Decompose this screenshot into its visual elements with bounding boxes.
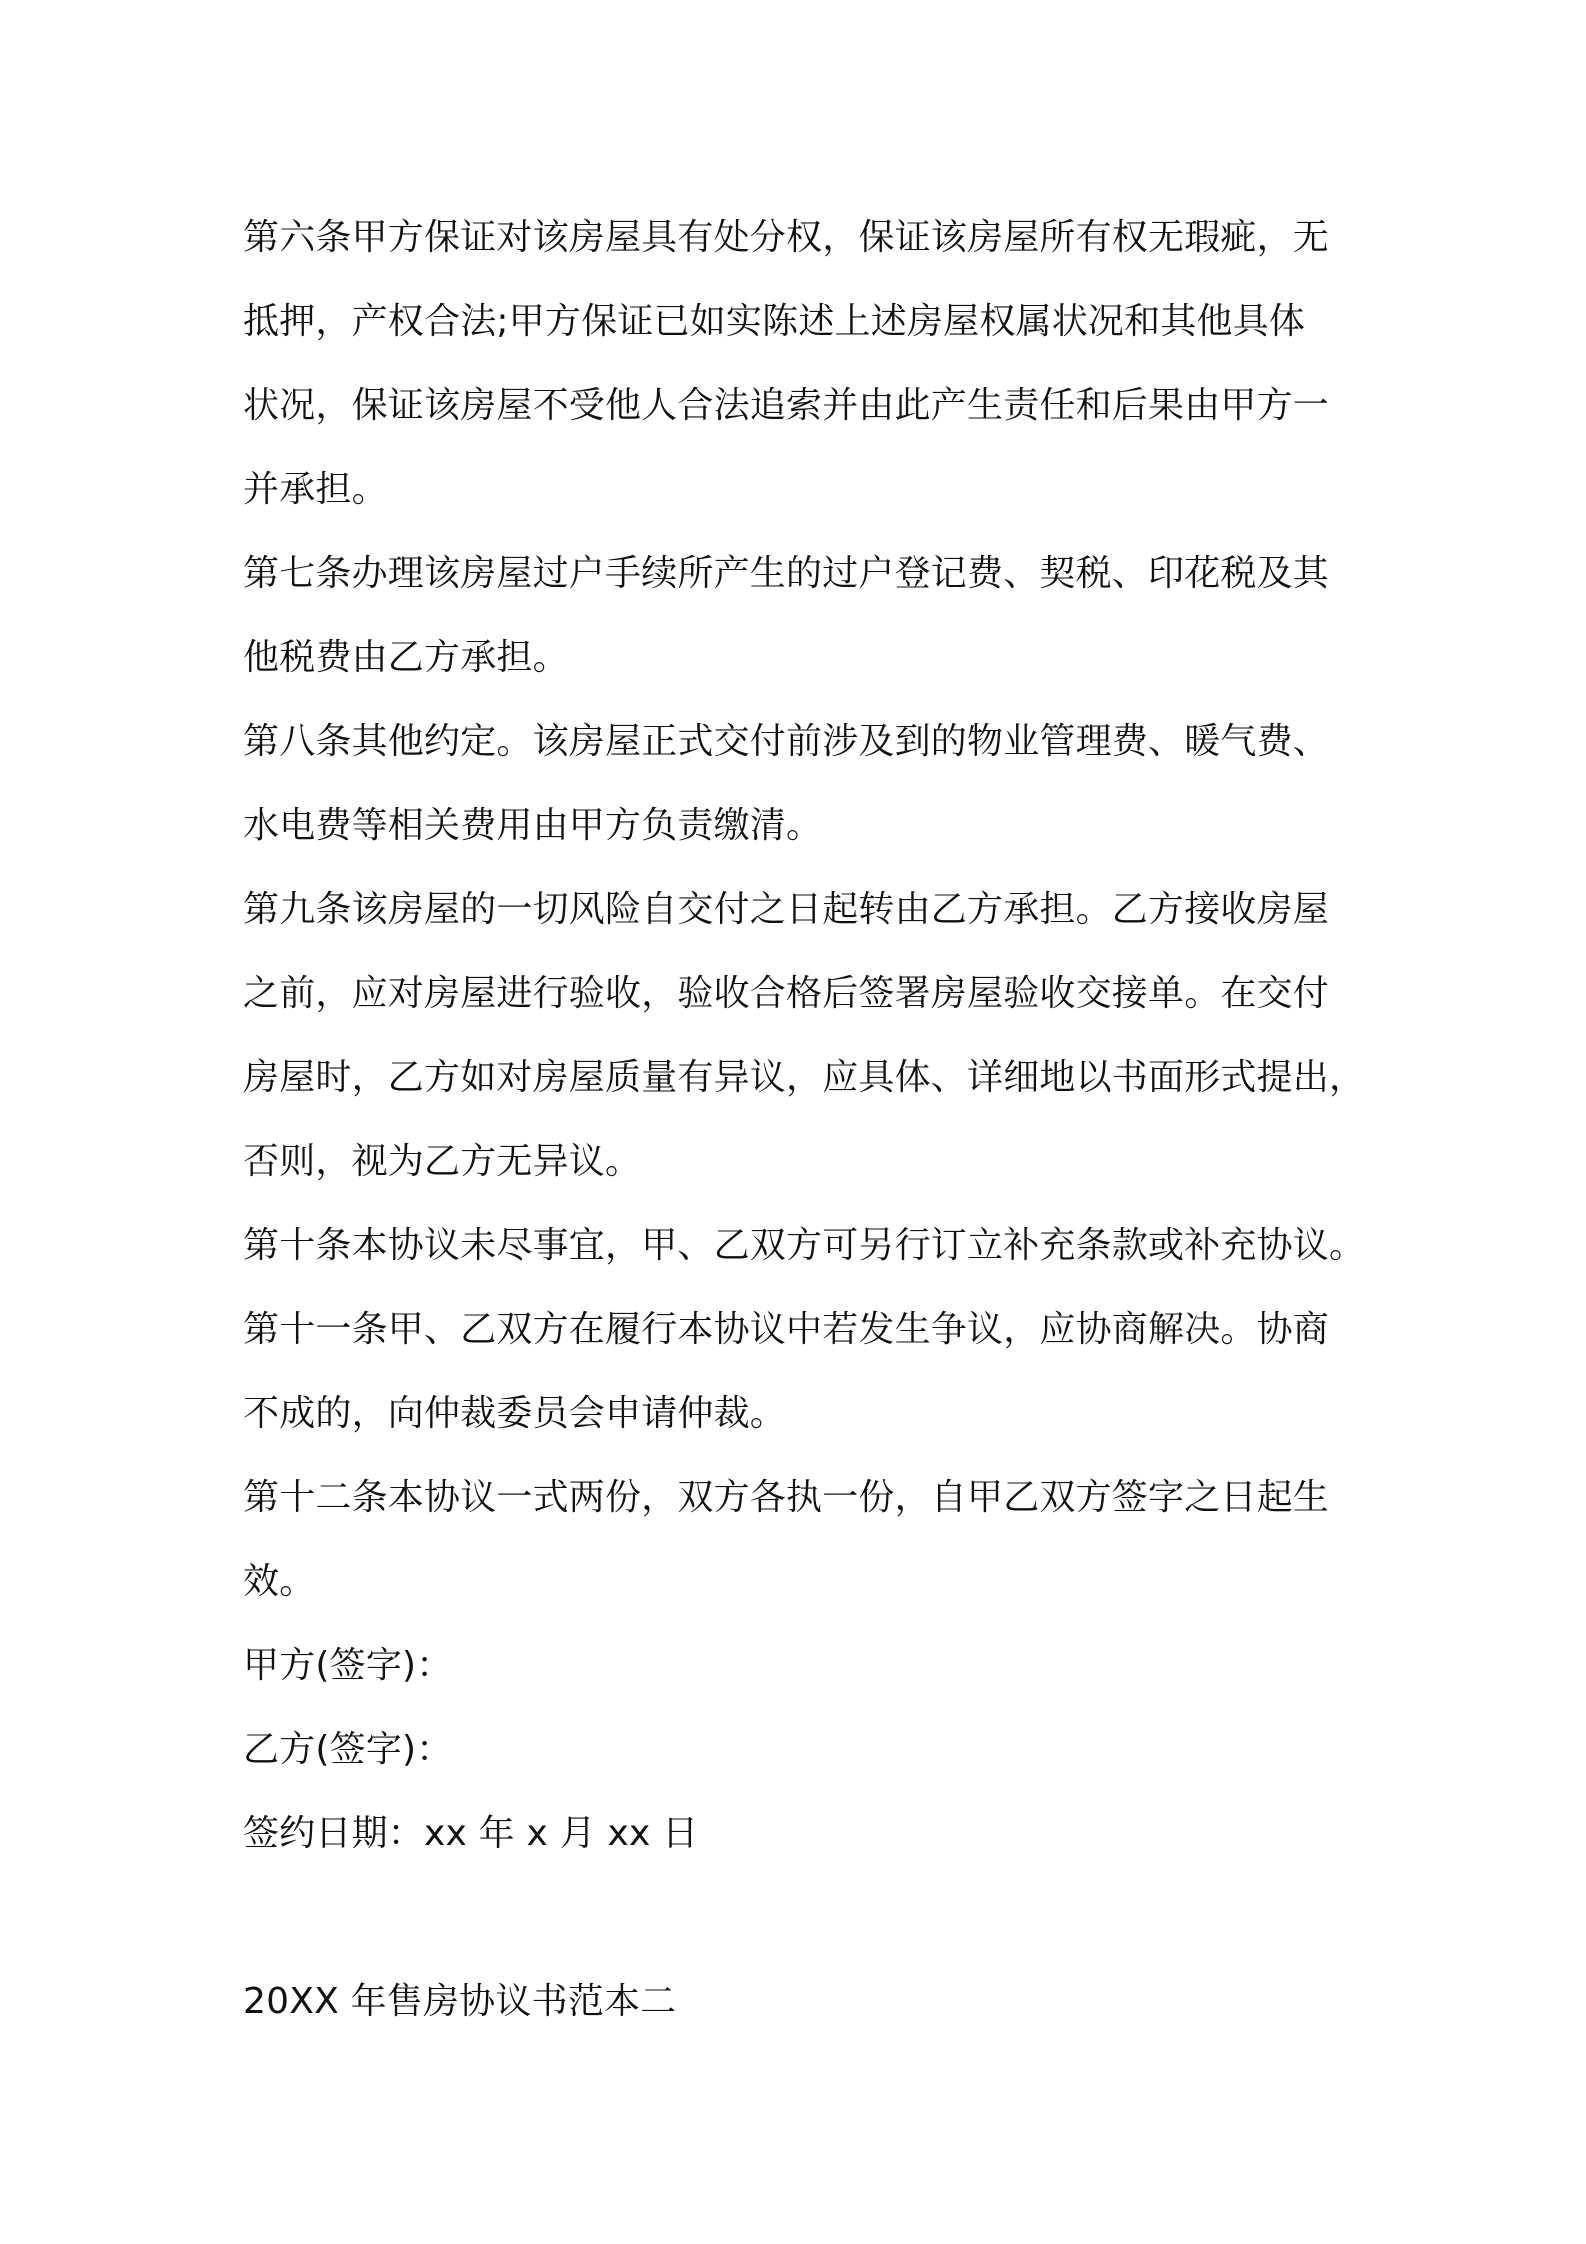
clause-9-line-3: 房屋时，乙方如对房屋质量有异议，应具体、详细地以书面形式提出， xyxy=(243,1057,1366,1098)
blank-spacer xyxy=(243,1876,1361,1960)
clause-12-line-1: 第十二条本协议一式两份，双方各执一份，自甲乙双方签字之日起生 xyxy=(243,1477,1330,1518)
clause-12-line-2: 效。 xyxy=(243,1561,316,1602)
clause-7-line-1: 第七条办理该房屋过户手续所产生的过户登记费、契税、印花税及其 xyxy=(243,553,1330,594)
clause-7-line-2: 他税费由乙方承担。 xyxy=(243,637,569,678)
clause-9-line-4: 否则，视为乙方无异议。 xyxy=(243,1141,642,1182)
clause-8-line-1: 第八条其他约定。该房屋正式交付前涉及到的物业管理费、暖气费、 xyxy=(243,721,1330,762)
section-title: 20XX 年售房协议书范本二 xyxy=(243,1981,677,2022)
clause-11-line-1: 第十一条甲、乙双方在履行本协议中若发生争议，应协商解决。协商 xyxy=(243,1309,1330,1350)
signing-date: 签约日期：xx 年 x 月 xx 日 xyxy=(243,1813,699,1854)
clause-10-line-1: 第十条本协议未尽事宜，甲、乙双方可另行订立补充条款或补充协议。 xyxy=(243,1225,1366,1266)
document-body xyxy=(243,196,1366,2044)
party-a-signature: 甲方(签字)： xyxy=(243,1645,453,1686)
clause-6-line-2: 抵押，产权合法;甲方保证已如实陈述上述房屋权属状况和其他具体 xyxy=(243,301,1306,342)
clause-6-line-1: 第六条甲方保证对该房屋具有处分权，保证该房屋所有权无瑕疵，无 xyxy=(243,217,1330,258)
clause-6-line-3: 状况，保证该房屋不受他人合法追索并由此产生责任和后果由甲方一 xyxy=(243,385,1330,426)
clause-6-line-4: 并承担。 xyxy=(243,469,388,510)
clause-9-line-1: 第九条该房屋的一切风险自交付之日起转由乙方承担。乙方接收房屋 xyxy=(243,889,1330,930)
clause-9-line-2: 之前，应对房屋进行验收，验收合格后签署房屋验收交接单。在交付 xyxy=(243,973,1330,1014)
clause-8-line-2: 水电费等相关费用由甲方负责缴清。 xyxy=(243,805,823,846)
clause-11-line-2: 不成的，向仲裁委员会申请仲裁。 xyxy=(243,1393,787,1434)
party-b-signature: 乙方(签字)： xyxy=(243,1729,453,1770)
